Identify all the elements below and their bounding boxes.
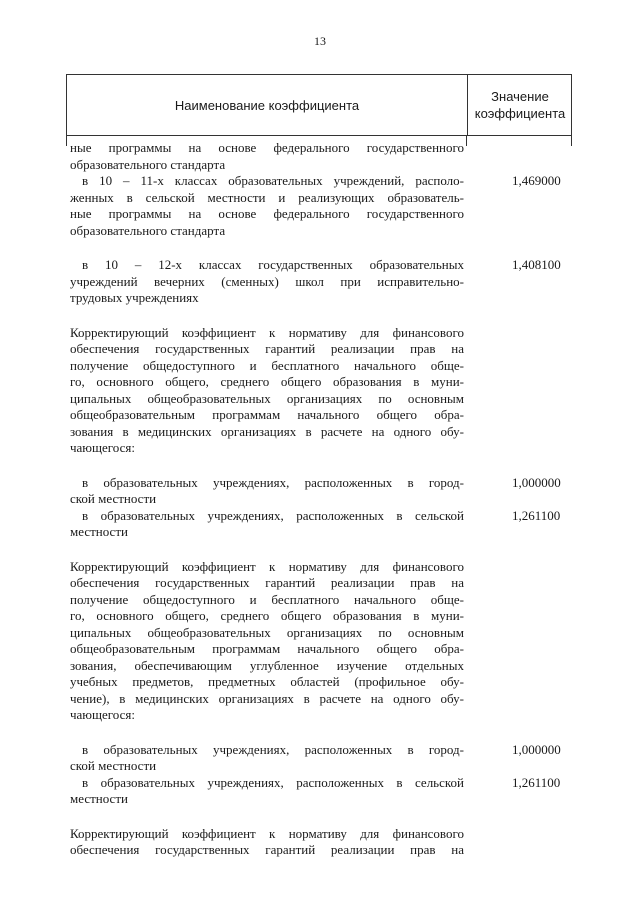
text-line: получение общедоступного и бесплатного начального обще- [70, 357, 464, 373]
table-row [70, 826, 616, 859]
text-line: ные программы на основе федерального государственного [70, 206, 464, 221]
row-value: 1,000000 [512, 741, 561, 757]
text-line: Корректирующий коэффициент к нормативу для финансового [70, 825, 464, 841]
text-line: зования в медицинских организациях в расчете на одного обу- [70, 423, 464, 439]
text-line: обеспечения государственных гарантий реализации прав на [70, 575, 464, 590]
text-line: учебных предметов, предметных областей (профильное обу- [70, 674, 464, 689]
table-row [70, 257, 616, 307]
row-text [70, 775, 464, 808]
text-line: в 10 – 12-х классах государственных образовательных [82, 257, 464, 272]
header-value-line2: коэффициента [474, 106, 566, 121]
table-row [70, 775, 616, 808]
header-value-line1: Значение [491, 89, 549, 104]
text-line: ской местности [70, 491, 157, 506]
text-line: женных в сельской местности и реализующих образователь- [70, 189, 464, 205]
text-line: получение общедоступного и бесплатного начального обще- [70, 591, 464, 607]
text-line: в образовательных учреждениях, расположенных в город- [82, 741, 464, 757]
text-line: ципальных общеобразовательных организациях по основным [70, 624, 464, 640]
row-value [464, 826, 616, 859]
text-line: чающегося: [70, 707, 135, 722]
text-line: Корректирующий коэффициент к нормативу для финансового [70, 324, 464, 340]
row-text [70, 826, 464, 859]
table-row [70, 325, 616, 457]
text-line: образовательного стандарта [70, 156, 226, 172]
table-row [70, 508, 616, 541]
row-text [70, 257, 464, 307]
text-line: Корректирующий коэффициент к нормативу для финансового [70, 558, 464, 574]
row-value: 1,408100 [512, 257, 561, 272]
row-text [70, 475, 464, 508]
text-line: общеобразовательным программам начального общего обра- [70, 407, 464, 422]
text-line: обеспечения государственных гарантий реализации прав на [70, 341, 464, 356]
header-name-column: Наименование коэффициента [174, 97, 360, 113]
text-line: общеобразовательным программам начального общего обра- [70, 641, 464, 656]
row-value: 1,261100 [512, 774, 561, 790]
header-value-column [467, 75, 572, 135]
table-header [66, 74, 572, 136]
page-number: 13 [314, 34, 326, 48]
table-row [70, 173, 616, 239]
text-line: местности [70, 524, 128, 539]
table-row [70, 140, 616, 173]
text-line: в 10 – 11-х классах образовательных учреждений, располо- [82, 173, 464, 188]
text-line: чающегося: [70, 440, 135, 455]
table-row [70, 559, 616, 724]
text-line: местности [70, 791, 128, 806]
text-line: ципальных общеобразовательных организациях по основным [70, 390, 464, 406]
text-line: образовательного стандарта [70, 222, 226, 238]
row-text [70, 559, 464, 724]
row-value [464, 559, 616, 724]
row-text [70, 173, 464, 239]
text-line: ской местности [70, 758, 157, 773]
text-line: ные программы на основе федерального государственного [70, 140, 464, 155]
row-value [464, 325, 616, 457]
row-value: 1,261100 [512, 507, 561, 523]
table-row [70, 475, 616, 508]
row-text [70, 742, 464, 775]
text-line: в образовательных учреждениях, расположенных в сельской [82, 774, 464, 790]
text-line: в образовательных учреждениях, расположенных в город- [82, 474, 464, 490]
text-line: учреждений вечерних (сменных) школ при исправительно- [70, 273, 464, 289]
row-value: 1,000000 [512, 474, 561, 490]
text-line: чение), в медицинских организациях в расчете на одного обу- [70, 690, 464, 706]
text-line: трудовых учреждениях [70, 290, 199, 305]
text-line: в образовательных учреждениях, расположенных в сельской [82, 507, 464, 523]
row-text [70, 140, 464, 173]
text-line: го, основного общего, среднего общего образования в муни- [70, 374, 464, 389]
row-value: 1,469000 [512, 173, 561, 188]
table-row [70, 742, 616, 775]
text-line: зования, обеспечивающим углубленное изучение отдельных [70, 657, 464, 673]
coefficients-table-body [70, 140, 616, 859]
row-text [70, 325, 464, 457]
text-line: обеспечения государственных гарантий реализации прав на [70, 842, 464, 857]
table-border-left [66, 136, 67, 146]
row-value [464, 140, 616, 173]
row-text [70, 508, 464, 541]
text-line: го, основного общего, среднего общего образования в муни- [70, 608, 464, 623]
